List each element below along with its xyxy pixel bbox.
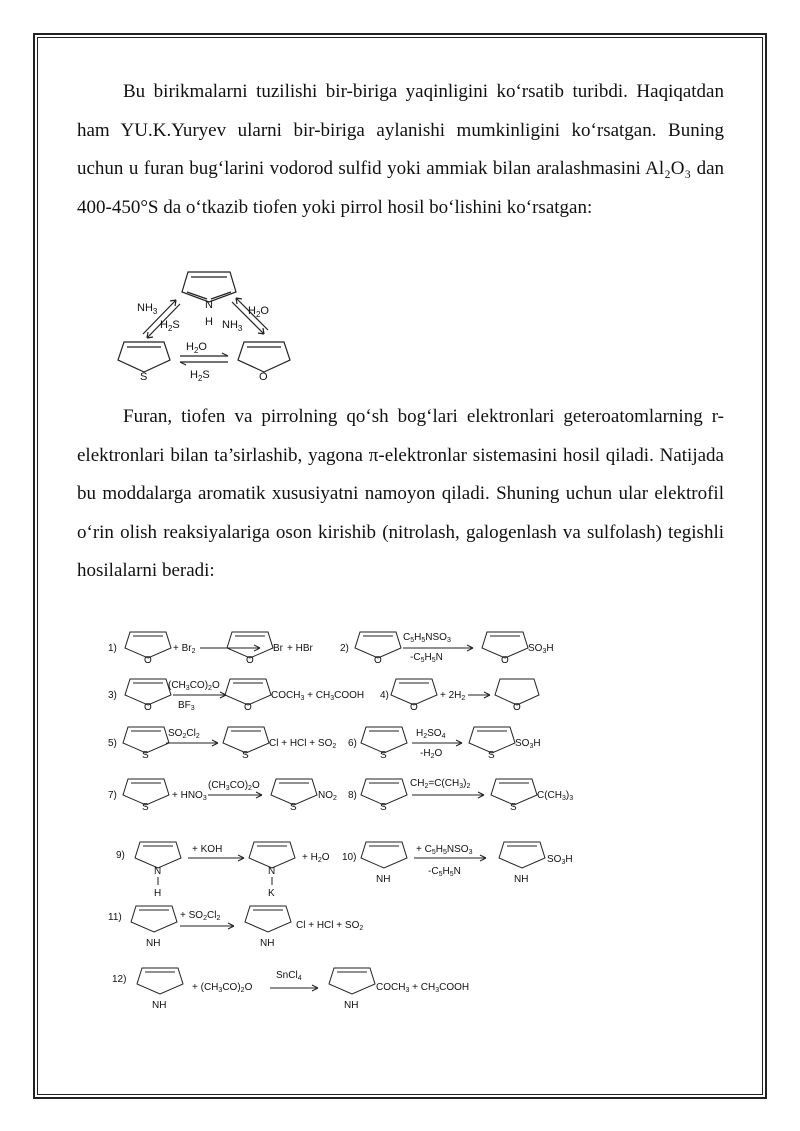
r10-product-nh: NH	[514, 874, 529, 885]
r2-reagent-below: $-C_5H_5N$	[410, 652, 443, 664]
r3-product-o: O	[244, 702, 252, 713]
label-h2o-bottom: $H_2O$	[186, 341, 207, 355]
r4-reagent: + $2H_2$	[440, 690, 466, 702]
pyrrole-h-label: H	[205, 316, 213, 328]
reaction-4-number: 4)	[380, 690, 389, 701]
reaction-10-number: 10)	[342, 852, 357, 863]
r7-product-sub: $NO_2$	[318, 790, 337, 802]
r5-product: Cl + HCl + $SO_2$	[269, 738, 337, 750]
r10-reagent-above: + $C_5H_5NSO_3$	[416, 844, 473, 856]
reaction-8-number: 8)	[348, 790, 357, 801]
reaction-7-number: 7)	[108, 790, 117, 801]
r8-product-sub: $C(CH_3)_3$	[537, 790, 574, 802]
r3-ring-o: O	[144, 702, 152, 713]
r9-product-k: K	[268, 888, 275, 899]
r1-ring-atom: O	[144, 655, 152, 666]
thiophene-s-label: S	[140, 371, 148, 383]
r9-ring-n: N	[154, 866, 162, 877]
r12-product: $COCH_3$ + $CH_3COOH$	[376, 982, 470, 994]
reaction-9-number: 9)	[116, 850, 125, 861]
r8-ring-s: S	[380, 802, 387, 813]
reaction-1-number: 1)	[108, 643, 117, 654]
r3-product: $COCH_3$ + $CH_3COOH$	[271, 690, 365, 702]
pyrrole-n-label: N	[205, 299, 213, 311]
label-h2s-bottom: $H_2S$	[190, 369, 210, 383]
r4-ring-o: O	[410, 702, 418, 713]
r12-product-nh: NH	[344, 1000, 359, 1011]
furan-o-label: O	[259, 371, 268, 383]
r6-reagent-above: $H_2SO_4$	[416, 728, 446, 740]
r11-ring-nh: NH	[146, 938, 161, 949]
reaction-6-number: 6)	[348, 738, 357, 749]
r2-product-o: O	[501, 655, 509, 666]
r12-ring-nh: NH	[152, 1000, 167, 1011]
r2-reagent-above: $C_5H_5NSO_3$	[403, 632, 451, 644]
r9-reagent-above: + KOH	[192, 844, 223, 855]
paragraph-aromatic	[77, 398, 724, 591]
r6-product-s: S	[488, 750, 495, 761]
r6-product-sub: $SO_3H$	[515, 738, 541, 750]
r12-reagent: + $(CH_3CO)_2O$	[192, 982, 253, 994]
r7-reagent: + $HNO_3$	[172, 790, 207, 802]
r7-ring-s: S	[142, 802, 149, 813]
r6-ring-s: S	[380, 750, 387, 761]
reaction-11-number: 11)	[108, 912, 122, 923]
r5-product-s: S	[242, 750, 249, 761]
reaction-2-number: 2)	[340, 643, 349, 654]
reaction-12-number: 12)	[112, 974, 127, 985]
r8-reagent-above: $CH_2=C(CH_3)_2$	[410, 778, 471, 790]
r11-product: Cl + HCl + $SO_2$	[296, 920, 364, 932]
r3-reagent-below: $BF_3$	[178, 700, 195, 712]
reaction-3-number: 3)	[108, 690, 117, 701]
interconversion-scheme	[0, 250, 800, 400]
r5-ring-s: S	[142, 750, 149, 761]
paragraph-aromatic-text: Furan, tiofen va pirrolning qo‘sh bog‘lari elektronlari geteroatomlarning r-elektronlari bilan ta’sirlashib, yagona π-elektronlar sistemasini hosil qiladi. Natijada bu moddalarga aromatik xususiyatni namoyon qiladi. Shuning uchun ular elektrofil o‘rin olish reaksiyalariga oson kirishib (nitrolash, galogenlash va sulfolash) tegishli hosilalarni beradi:	[77, 406, 724, 581]
r8-product-s: S	[510, 802, 517, 813]
r2-ring-o: O	[374, 655, 382, 666]
r9-reactant-h: H	[154, 888, 162, 899]
r12-reagent-above: SnCl$_4$	[276, 970, 302, 982]
paragraph-intro	[77, 73, 724, 227]
r11-product-nh: NH	[260, 938, 275, 949]
r3-reagent-above: $(CH_3CO)_2O$	[168, 680, 220, 692]
label-nh3-left: $NH_3$	[137, 302, 158, 316]
r9-product-n: N	[268, 866, 276, 877]
paragraph-intro-text: Bu birikmalarni tuzilishi bir-biriga yaqinligini ko‘rsatib turibdi. Haqiqatdan ham YU.K.Yuryev ularni bir-biriga aylanishi mumkinligini ko‘rsatgan. Buning uchun u furan bug‘larini vodorod sulfid yoki ammiak bilan aralashmasini Al₂O₃ dan 400-450°S da o‘tkazib tiofen yoki pirrol hosil bo‘lishini ko‘rsatgan:	[77, 81, 724, 218]
reactions-scheme	[0, 620, 800, 1020]
r1-product-substituent: Br	[273, 643, 283, 654]
r10-product-sub: $SO_3H$	[547, 854, 573, 866]
r1-product-o: O	[246, 655, 254, 666]
label-nh3-right: $NH_3$	[222, 319, 243, 333]
label-h2o-right: $H_2O$	[248, 305, 269, 319]
r4-product-o: O	[513, 702, 521, 713]
r6-reagent-below: $-H_2O$	[420, 748, 443, 760]
r2-product-sub: $SO_3H$	[528, 643, 554, 655]
r1-byproduct: + HBr	[287, 643, 313, 654]
label-h2s-left: $H_2S$	[160, 319, 180, 333]
r10-ring-nh: NH	[376, 874, 391, 885]
r9-byproduct: + $H_2O$	[302, 852, 330, 864]
r1-reagent: + $Br_2$	[173, 643, 196, 655]
reaction-5-number: 5)	[108, 738, 117, 749]
r7-product-s: S	[290, 802, 297, 813]
r10-reagent-below: $-C_5H_5N$	[428, 866, 461, 878]
r11-reagent-above: + $SO_2Cl_2$	[180, 910, 221, 922]
r5-reagent-above: $SO_2Cl_2$	[168, 728, 200, 740]
r7-reagent-above: $(CH_3CO)_2O$	[208, 780, 260, 792]
